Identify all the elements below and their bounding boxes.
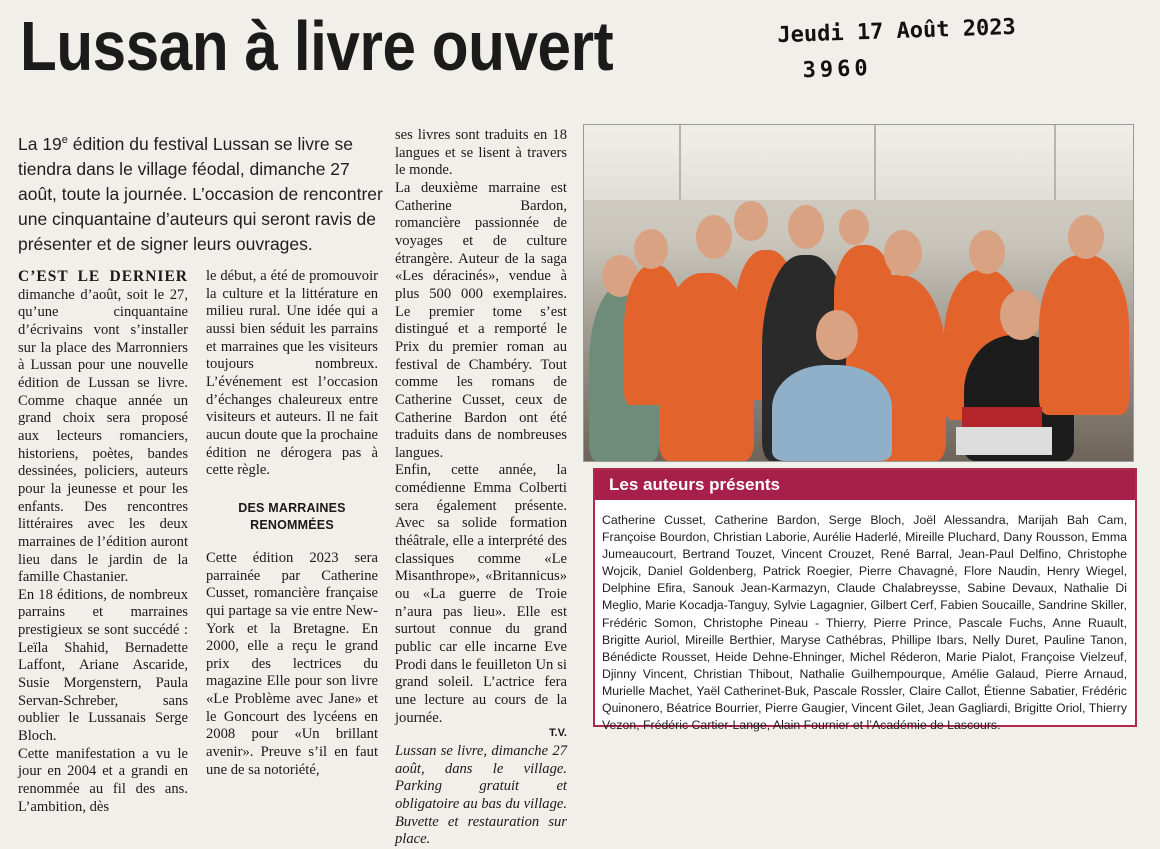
headline: Lussan à livre ouvert <box>20 7 614 85</box>
authors-list: Catherine Cusset, Catherine Bardon, Serge Bloch, Joël Alessandra, Marijah Bah Cam, Françoise Bourdon, Christian Laborie, Aurélie Haderlé, Mireille Pluchard, Dany Rousson, Emma Jumeaucourt, Bertrand Touzet, Vincent Crouzet, René Barral, Jean-Paul Delfino, Christophe Wojcik, Daniel Goldenberg, Patrick Roegier, Pierre Chavagné, Flore Naudin, Henry Wiegel, Delphine Efira, Sanouk Jean-Karmazyn, Claude Chalabreysse, Sabine Devaux, Nathalie Di Meglio, Marie Kocadja-Tanguy, Sylvie Lagagnier, Gilbert Cerf, Fabien Soucaille, Sandrine Skiller, Frédéric Somon, Christophe Pineau - Thierry, Pierre Prince, Pascale Fuchs, Anne Ruault, Brigitte Auriol, Mireille Berthier, Maryse Cathébras, Phillipe Ibars, Nelly Duret, Pauline Tanon, Bénédicte Rousset, Heide Dehne-Ehninger, Michel Réderon, Marie Pialot, Françoise Vielzeuf, Djinny Vincent, Christian Thibout, Nathalie Guilhempourque, Amélie Galaud, Pierre Arnaud, Murielle Machet, Yaël Catherinet-Buk, Pascale Rossler, Claire Callot, Étienne Sabatier, Frédéric Quinonero, Béatrice Bourrier, Pierre Gaugier, Vincent Gilet, Jean Gagliardi, Brigitte Oriol, Thierry Vezon, Frédéric Cartier-Lange, Alain Fournier et l’Académie de Lascours. <box>602 513 1127 733</box>
col3-paragraph-1: ses livres sont traduits en 18 langues et se lisent à travers le monde. <box>395 127 567 179</box>
col1-paragraph-3: Cette manifestation a vu le jour en 2004 et a grandi en renommée au fil des ans. L’ambition, dès <box>18 745 188 815</box>
handwritten-number: 3960 <box>802 55 873 84</box>
handwritten-date <box>777 10 1018 90</box>
author-signature: T.V. <box>549 727 567 740</box>
col1-text: dimanche d’août, soit le 27, qu’une cinquantaine d’écrivains vont s’installer sur la place des Marronniers à Lussan pour une nouvelle édition de Lussan se livre. Comme chaque année un grand choix sera proposé aux lecteurs romanciers, historiens, poètes, bandes dessinées, policiers, auteurs pour la jeunesse et pour les enfants. Des rencontres littéraires avec les deux marraines de l’édition auront lieu dans le jardin de la famille Chastanier. <box>18 286 188 586</box>
col2-paragraph-2: Cette édition 2023 sera parrainée par Catherine Cusset, romancière française qui partage sa vie entre New-York et la Bretagne. En 2000, elle a reçu le grand prix des lectrices du magazine Elle pour son livre «Le Problème avec Jane» et le Goncourt des lycéens en 2008 pour «Un brillant avenir». Preuve s’il en faut une de sa notoriété, <box>206 549 378 778</box>
article-column-1 <box>18 268 188 816</box>
group-photo <box>583 124 1134 462</box>
intro-sup: e <box>61 134 68 146</box>
col3-paragraph-3: Enfin, cette année, la comédienne Emma Colberti sera également présente. Avec sa solide formation théâtrale, elle a interprété des classiques comme «Le Misanthrope», «Britannicus» ou «La guerre de Troie n’aura pas lieu». Elle est surtout connue du grand public car elle incarne Eve Prodi dans le feuilleton Un si grand soleil. L’actrice fera une lecture au cours de la journée. <box>395 462 567 726</box>
section-subhead: DES MARRAINES RENOMMÉES <box>238 500 346 532</box>
authors-box-title: Les auteurs présents <box>595 470 1135 500</box>
handwritten-date-line: Jeudi 17 Août 2023 <box>776 14 1017 49</box>
intro-paragraph <box>18 128 388 257</box>
tent-canopy <box>584 125 1133 200</box>
dropcap-lead: C’EST LE DERNIER <box>18 268 188 285</box>
col2-paragraph-1: le début, a été de promouvoir la culture et la littérature en milieu rural. Une idée qui a aussi bien séduit les parrains et marraines que les visiteurs toujours nombreux. L’événement est l’occasion d’échanges chaleureux entre visiteurs et auteurs. Il ne fait aucun doute que la prochaine édition ne dérogera pas à cette règle. <box>206 268 378 479</box>
authors-box <box>593 468 1137 733</box>
intro-part1: La 19 <box>18 133 62 154</box>
intro-part2: édition du festival Lussan se livre se tiendra dans le village féodal, dimanche 27 août, toute la journée. L’occasion de rencontrer une cinquantaine d’auteurs qui seront ravis de présenter et de signer leurs ouvrages. <box>18 133 383 254</box>
col1-paragraph-2: En 18 éditions, de nombreux parrains et marraines prestigieux se sont succédé : Leïla Shahid, Bernadette Laffont, Ariane Ascaride, Susie Morgenstern, Paula Servan-Schreber, sans oublier le Lussanais Serge Bloch. <box>18 586 188 745</box>
col3-paragraph-2: La deuxième marraine est Catherine Bardon, romancière passionnée de voyages et de culture étrangère. Auteur de la saga «Les déracinés», vendue à plus 500 000 exemplaires. Le premier tome s’est distingué et a remporté le Prix du premier roman au festival de Chambéry. Tout comme les romans de Catherine Cusset, ceux de Catherine Bardon ont été traduits dans de nombreuses langues. <box>395 179 567 461</box>
practical-info: Lussan se livre, dimanche 27 août, dans le village. Parking gratuit et obligatoire au bas du village. Buvette et restauration sur place. <box>395 742 567 848</box>
article-column-2 <box>206 268 378 779</box>
